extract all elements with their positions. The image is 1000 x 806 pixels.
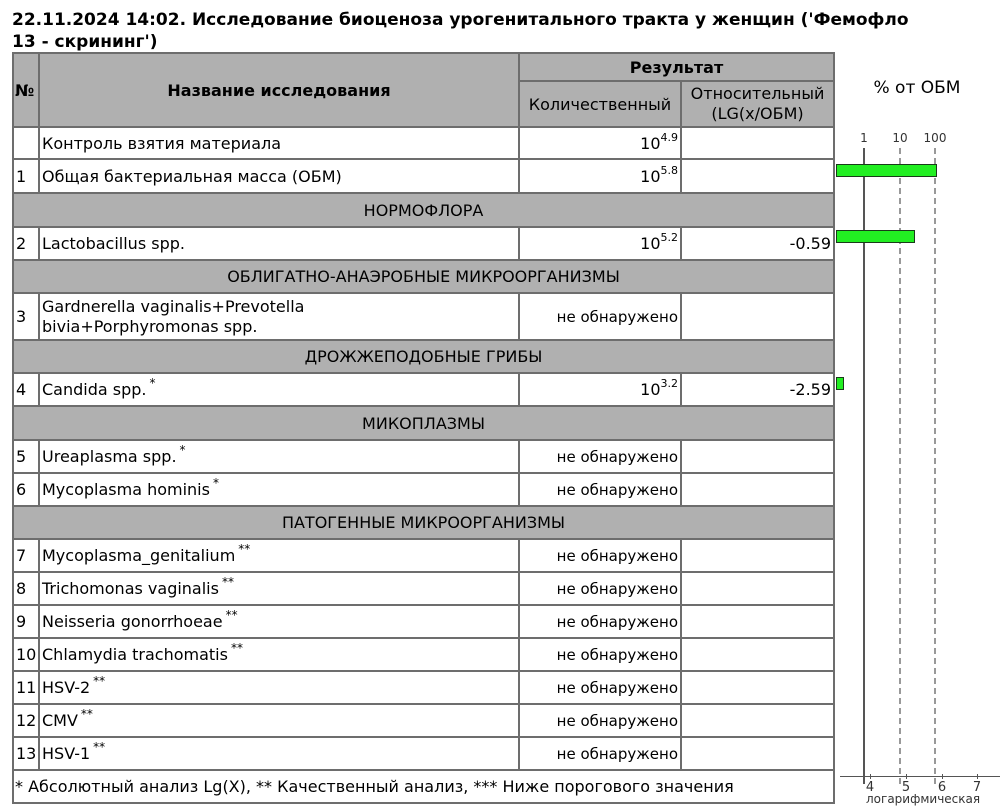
row-name: [39, 572, 519, 605]
table-row: [13, 293, 834, 340]
chart-title: % от ОБМ: [873, 78, 961, 98]
row-name: [39, 440, 519, 473]
row-quantitative: [519, 293, 681, 340]
quant-text: не обнаружено: [556, 613, 678, 631]
row-name-text: Trichomonas vaginalis: [42, 579, 219, 598]
footnote-mark: **: [93, 674, 106, 688]
axis-label-4: 4: [865, 780, 875, 795]
row-name: [39, 473, 519, 506]
row-relative: -2.59: [681, 373, 834, 406]
percent-of-obm-chart: [834, 52, 1000, 804]
row-name: [39, 373, 519, 406]
table-row: [13, 638, 834, 671]
bar-candida: [836, 377, 844, 390]
bar-lactobacillus: [836, 230, 915, 243]
row-quantitative: [519, 440, 681, 473]
quant-exponent: 5.2: [660, 231, 678, 244]
footnote-mark: **: [230, 641, 243, 655]
quant-text: не обнаружено: [556, 646, 678, 664]
row-relative: [681, 605, 834, 638]
axis-tick: [977, 774, 978, 779]
quant-text: не обнаружено: [556, 679, 678, 697]
quant-base: 10: [640, 166, 661, 186]
row-quantitative: [519, 704, 681, 737]
axis-tick: [906, 774, 907, 779]
row-quantitative: [519, 227, 681, 260]
footnote-mark: *: [179, 443, 186, 457]
quant-exponent: 4.9: [660, 130, 678, 144]
row-num: 10: [13, 638, 39, 671]
row-name-text: Chlamydia trachomatis: [42, 645, 228, 664]
header-relative-line2: (LG(x/ОБМ): [711, 104, 804, 123]
row-relative: [681, 293, 834, 340]
section-header: ДРОЖЖЕПОДОБНЫЕ ГРИБЫ: [13, 340, 834, 373]
footnote-mark: *: [212, 476, 219, 490]
row-num: 13: [13, 737, 39, 770]
table-row: [13, 440, 834, 473]
axis-label-6: 6: [937, 780, 947, 795]
quant-base: 10: [640, 234, 661, 253]
row-name-text: Neisseria gonorrhoeae: [42, 612, 223, 631]
row-relative: [681, 159, 834, 193]
row-relative: [681, 572, 834, 605]
report-title: 22.11.2024 14:02. Исследование биоценоза урогенитального тракта у женщин ('Фемофло: [12, 10, 909, 30]
table-row: [13, 373, 834, 406]
row-relative: [681, 704, 834, 737]
row-name: Общая бактериальная масса (ОБМ): [39, 159, 519, 193]
row-quantitative: [519, 539, 681, 572]
row-quantitative: [519, 638, 681, 671]
row-quantitative: [519, 671, 681, 704]
row-quantitative: [519, 572, 681, 605]
row-name-text: Mycoplasma_genitalium: [42, 546, 236, 565]
row-num: 6: [13, 473, 39, 506]
quant-exponent: 3.2: [660, 377, 678, 390]
footnote: * Абсолютный анализ Lg(X), ** Качественный анализ, *** Ниже порогового значения: [13, 770, 834, 803]
row-quantitative: [519, 737, 681, 770]
quant-base: 10: [640, 380, 661, 399]
table-row: [13, 704, 834, 737]
row-name-line2: bivia+Porphyromonas spp.: [42, 316, 258, 336]
quant-text: не обнаружено: [556, 481, 678, 499]
row-name: Lactobacillus spp.: [39, 227, 519, 260]
row-name-text: Ureaplasma spp.: [42, 447, 177, 466]
quant-text: не обнаружено: [556, 712, 678, 730]
table-row: [13, 737, 834, 770]
row-name: [39, 737, 519, 770]
row-num: 12: [13, 704, 39, 737]
row-num: 3: [13, 293, 39, 340]
gridline-100: [934, 148, 936, 784]
footnote-mark: **: [238, 542, 251, 556]
quant-exponent: 5.8: [660, 163, 678, 177]
header-result: Результат: [519, 53, 834, 81]
row-num: 11: [13, 671, 39, 704]
section-header: МИКОПЛАЗМЫ: [13, 406, 834, 440]
table-row: [13, 473, 834, 506]
row-num: 7: [13, 539, 39, 572]
footnote-mark: **: [80, 707, 93, 721]
row-name-text: Mycoplasma hominis: [42, 480, 210, 499]
row-name: [39, 671, 519, 704]
row-name: [39, 293, 519, 340]
row-name: [39, 704, 519, 737]
row-name: Контроль взятия материала: [39, 127, 519, 159]
quant-base: 10: [640, 133, 661, 153]
quant-text: не обнаружено: [556, 308, 678, 326]
row-name-text: Candida spp.: [42, 380, 147, 399]
header-quantitative: Количественный: [519, 81, 681, 127]
table-row: [13, 127, 834, 159]
footnote-mark: **: [225, 608, 238, 622]
row-relative: [681, 737, 834, 770]
table-row: [13, 671, 834, 704]
row-num: [13, 127, 39, 159]
section-header: ОБЛИГАТНО-АНАЭРОБНЫЕ МИКРООРГАНИЗМЫ: [13, 260, 834, 293]
row-quantitative: [519, 605, 681, 638]
axis-tick: [942, 774, 943, 779]
axis-label-5: 5: [901, 780, 911, 795]
gridline-1: [863, 148, 865, 784]
row-name: [39, 605, 519, 638]
row-num: 2: [13, 227, 39, 260]
table-row: [13, 159, 834, 193]
row-num: 8: [13, 572, 39, 605]
bar-obm: [836, 164, 937, 177]
row-name-line1: Gardnerella vaginalis+Prevotella: [42, 296, 305, 316]
axis-caption: логарифмическая: [866, 792, 981, 806]
report-title-continuation: 13 - скрининг'): [12, 32, 158, 52]
footnote-mark: **: [221, 575, 234, 589]
row-relative: [681, 638, 834, 671]
row-quantitative: [519, 473, 681, 506]
row-relative: -0.59: [681, 227, 834, 260]
quant-text: не обнаружено: [556, 745, 678, 763]
row-name-text: HSV-2: [42, 678, 91, 697]
header-relative-line1: Относительный: [690, 84, 825, 103]
table-row: [13, 605, 834, 638]
row-num: 5: [13, 440, 39, 473]
quant-text: не обнаружено: [556, 580, 678, 598]
row-quantitative: [519, 373, 681, 406]
section-header: ПАТОГЕННЫЕ МИКРООРГАНИЗМЫ: [13, 506, 834, 539]
header-num: №: [13, 53, 39, 127]
row-num: 9: [13, 605, 39, 638]
results-table: [12, 52, 835, 804]
row-quantitative: [519, 127, 681, 159]
quant-text: не обнаружено: [556, 547, 678, 565]
row-quantitative: [519, 159, 681, 193]
row-relative: [681, 440, 834, 473]
table-row: [13, 539, 834, 572]
quant-text: не обнаружено: [556, 448, 678, 466]
table-row: [13, 227, 834, 260]
top-tick-100: 100: [923, 131, 947, 145]
row-name: [39, 638, 519, 671]
top-tick-1: 1: [860, 131, 868, 145]
row-name-text: CMV: [42, 711, 78, 730]
footnote-mark: *: [149, 376, 156, 390]
axis-tick: [870, 774, 871, 779]
table-row: [13, 572, 834, 605]
row-name-text: HSV-1: [42, 744, 91, 763]
row-relative: [681, 473, 834, 506]
header-name: Название исследования: [39, 53, 519, 127]
footnote-mark: **: [93, 740, 106, 754]
row-num: 4: [13, 373, 39, 406]
section-header: НОРМОФЛОРА: [13, 193, 834, 227]
axis-label-7: 7: [972, 780, 982, 795]
top-tick-10: 10: [892, 131, 908, 145]
row-name: [39, 539, 519, 572]
row-relative: [681, 127, 834, 159]
bottom-axis: [840, 776, 1000, 777]
row-num: 1: [13, 159, 39, 193]
header-relative: [681, 81, 834, 127]
row-relative: [681, 671, 834, 704]
row-relative: [681, 539, 834, 572]
gridline-10: [899, 148, 901, 784]
